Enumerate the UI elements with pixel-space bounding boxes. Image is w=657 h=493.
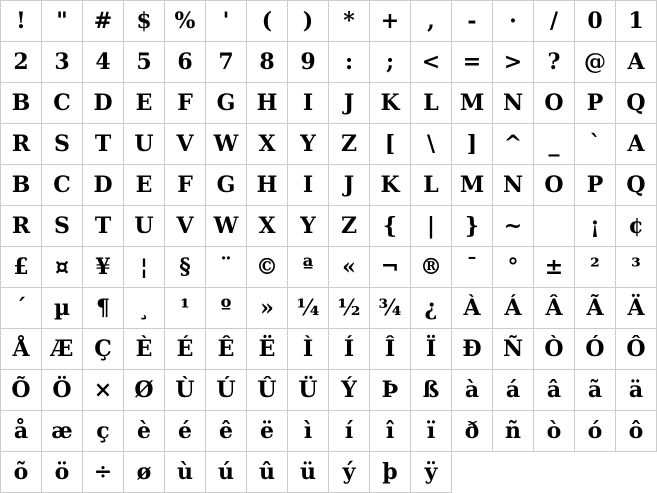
glyph-cell[interactable]: é <box>165 411 206 452</box>
glyph-cell[interactable]: ³ <box>616 247 657 288</box>
glyph-cell[interactable]: + <box>370 1 411 42</box>
glyph-cell <box>616 452 657 493</box>
glyph-cell[interactable]: º <box>206 288 247 329</box>
glyph-cell[interactable]: û <box>247 452 288 493</box>
glyph-cell[interactable]: ) <box>288 1 329 42</box>
glyph-row <box>1 165 657 206</box>
glyph-cell[interactable]: N <box>493 165 534 206</box>
glyph-cell[interactable]: î <box>370 411 411 452</box>
glyph-cell[interactable]: Ó <box>575 329 616 370</box>
glyph-cell[interactable]: ó <box>575 411 616 452</box>
glyph-cell[interactable]: G <box>206 165 247 206</box>
glyph-row <box>1 329 657 370</box>
glyph-cell[interactable]: N <box>493 83 534 124</box>
glyph-cell[interactable]: ¡ <box>575 206 616 247</box>
glyph-cell[interactable]: ÷ <box>83 452 124 493</box>
glyph-cell[interactable]: Õ <box>1 370 42 411</box>
glyph-cell[interactable]: Ú <box>206 370 247 411</box>
glyph-row <box>1 370 657 411</box>
glyph-cell[interactable]: P <box>575 83 616 124</box>
glyph-cell[interactable]: × <box>83 370 124 411</box>
glyph-cell[interactable]: L <box>411 83 452 124</box>
glyph-cell[interactable]: = <box>452 42 493 83</box>
glyph-cell[interactable]: © <box>247 247 288 288</box>
glyph-cell[interactable]: E <box>124 83 165 124</box>
glyph-cell[interactable]: B <box>1 165 42 206</box>
glyph-cell[interactable]: ¶ <box>83 288 124 329</box>
glyph-cell[interactable]: ü <box>288 452 329 493</box>
glyph-cell[interactable]: M <box>452 165 493 206</box>
glyph-cell[interactable]: 8 <box>247 42 288 83</box>
glyph-cell[interactable]: Ö <box>42 370 83 411</box>
glyph-cell[interactable]: 1 <box>616 1 657 42</box>
glyph-cell[interactable]: ® <box>411 247 452 288</box>
glyph-cell[interactable]: ¯ <box>452 247 493 288</box>
glyph-cell[interactable]: F <box>165 83 206 124</box>
glyph-cell[interactable]: Ô <box>616 329 657 370</box>
glyph-cell <box>452 452 493 493</box>
glyph-cell[interactable]: U <box>124 206 165 247</box>
glyph-cell[interactable]: J <box>329 165 370 206</box>
glyph-cell[interactable]: þ <box>370 452 411 493</box>
glyph-cell[interactable]: X <box>247 124 288 165</box>
glyph-cell[interactable]: æ <box>42 411 83 452</box>
glyph-cell[interactable]: > <box>493 42 534 83</box>
glyph-cell[interactable]: § <box>165 247 206 288</box>
glyph-cell[interactable]: H <box>247 165 288 206</box>
glyph-cell[interactable]: I <box>288 83 329 124</box>
glyph-cell[interactable]: \ <box>411 124 452 165</box>
glyph-cell[interactable]: Ø <box>124 370 165 411</box>
glyph-cell[interactable]: Ç <box>83 329 124 370</box>
glyph-cell[interactable]: Å <box>1 329 42 370</box>
glyph-cell[interactable]: U <box>124 124 165 165</box>
glyph-cell[interactable]: ê <box>206 411 247 452</box>
glyph-cell[interactable]: % <box>165 1 206 42</box>
glyph-cell[interactable]: È <box>124 329 165 370</box>
glyph-cell[interactable]: Æ <box>42 329 83 370</box>
glyph-cell[interactable]: ý <box>329 452 370 493</box>
glyph-cell[interactable]: í <box>329 411 370 452</box>
glyph-cell[interactable]: ø <box>124 452 165 493</box>
glyph-cell[interactable]: Y <box>288 124 329 165</box>
glyph-cell[interactable]: / <box>534 1 575 42</box>
glyph-cell[interactable]: Ò <box>534 329 575 370</box>
glyph-cell[interactable]: É <box>165 329 206 370</box>
glyph-cell[interactable]: ¨ <box>206 247 247 288</box>
glyph-cell[interactable]: ? <box>534 42 575 83</box>
glyph-cell[interactable]: â <box>534 370 575 411</box>
glyph-cell[interactable]: Y <box>288 206 329 247</box>
glyph-cell[interactable]: ± <box>534 247 575 288</box>
glyph-cell[interactable]: ^ <box>493 124 534 165</box>
glyph-cell[interactable]: 3 <box>42 42 83 83</box>
glyph-cell[interactable]: ´ <box>1 288 42 329</box>
glyph-cell[interactable] <box>534 206 575 247</box>
glyph-cell[interactable]: ~ <box>493 206 534 247</box>
glyph-row <box>1 411 657 452</box>
glyph-cell[interactable]: ë <box>247 411 288 452</box>
glyph-cell[interactable]: _ <box>534 124 575 165</box>
glyph-row <box>1 206 657 247</box>
glyph-cell[interactable]: ° <box>493 247 534 288</box>
glyph-cell[interactable]: K <box>370 83 411 124</box>
glyph-cell[interactable]: ` <box>575 124 616 165</box>
glyph-cell[interactable]: Ä <box>616 288 657 329</box>
glyph-cell[interactable]: ù <box>165 452 206 493</box>
glyph-cell[interactable]: ö <box>42 452 83 493</box>
glyph-cell[interactable]: - <box>452 1 493 42</box>
glyph-cell[interactable]: V <box>165 124 206 165</box>
glyph-row <box>1 83 657 124</box>
glyph-cell[interactable]: ¿ <box>411 288 452 329</box>
glyph-cell[interactable]: ÿ <box>411 452 452 493</box>
glyph-cell[interactable]: ¦ <box>124 247 165 288</box>
glyph-cell[interactable]: Ý <box>329 370 370 411</box>
glyph-cell[interactable]: 0 <box>575 1 616 42</box>
glyph-cell[interactable]: 9 <box>288 42 329 83</box>
glyph-cell[interactable]: G <box>206 83 247 124</box>
glyph-cell[interactable]: H <box>247 83 288 124</box>
glyph-cell[interactable]: O <box>534 83 575 124</box>
glyph-cell[interactable]: P <box>575 165 616 206</box>
glyph-cell[interactable]: ï <box>411 411 452 452</box>
glyph-cell[interactable]: < <box>411 42 452 83</box>
glyph-cell[interactable]: $ <box>124 1 165 42</box>
glyph-row <box>1 452 657 493</box>
glyph-cell[interactable]: Ù <box>165 370 206 411</box>
glyph-cell[interactable]: å <box>1 411 42 452</box>
glyph-cell[interactable]: * <box>329 1 370 42</box>
glyph-cell[interactable]: ã <box>575 370 616 411</box>
glyph-cell[interactable]: , <box>411 1 452 42</box>
glyph-cell[interactable]: ú <box>206 452 247 493</box>
glyph-cell[interactable]: « <box>329 247 370 288</box>
glyph-cell[interactable]: Î <box>370 329 411 370</box>
glyph-cell[interactable]: : <box>329 42 370 83</box>
glyph-cell[interactable]: ¹ <box>165 288 206 329</box>
glyph-cell[interactable]: ¸ <box>124 288 165 329</box>
glyph-row <box>1 124 657 165</box>
glyph-cell[interactable]: Z <box>329 124 370 165</box>
glyph-cell[interactable]: ! <box>1 1 42 42</box>
glyph-cell <box>575 452 616 493</box>
glyph-cell[interactable]: á <box>493 370 534 411</box>
glyph-cell[interactable]: T <box>83 124 124 165</box>
glyph-row <box>1 247 657 288</box>
glyph-cell[interactable]: À <box>452 288 493 329</box>
glyph-row <box>1 1 657 42</box>
glyph-cell[interactable]: ] <box>452 124 493 165</box>
glyph-cell[interactable]: ' <box>206 1 247 42</box>
glyph-cell[interactable]: C <box>42 83 83 124</box>
glyph-cell[interactable]: ½ <box>329 288 370 329</box>
glyph-cell[interactable]: Ï <box>411 329 452 370</box>
glyph-cell[interactable]: ô <box>616 411 657 452</box>
glyph-cell[interactable]: M <box>452 83 493 124</box>
glyph-cell[interactable]: ¢ <box>616 206 657 247</box>
glyph-cell[interactable]: J <box>329 83 370 124</box>
glyph-cell[interactable]: A <box>616 124 657 165</box>
glyph-cell[interactable]: à <box>452 370 493 411</box>
glyph-cell[interactable]: è <box>124 411 165 452</box>
glyph-cell[interactable]: S <box>42 124 83 165</box>
glyph-cell[interactable]: Á <box>493 288 534 329</box>
glyph-cell[interactable]: ² <box>575 247 616 288</box>
glyph-cell[interactable]: » <box>247 288 288 329</box>
glyph-cell[interactable]: [ <box>370 124 411 165</box>
glyph-cell[interactable]: ì <box>288 411 329 452</box>
glyph-grid-body <box>1 1 657 493</box>
glyph-cell[interactable]: S <box>42 206 83 247</box>
glyph-cell[interactable]: ß <box>411 370 452 411</box>
glyph-cell[interactable]: } <box>452 206 493 247</box>
glyph-cell[interactable]: 4 <box>83 42 124 83</box>
glyph-row <box>1 42 657 83</box>
glyph-cell[interactable]: Ð <box>452 329 493 370</box>
glyph-cell[interactable]: ¬ <box>370 247 411 288</box>
glyph-cell[interactable]: O <box>534 165 575 206</box>
glyph-cell[interactable]: Z <box>329 206 370 247</box>
glyph-cell[interactable]: X <box>247 206 288 247</box>
glyph-cell[interactable]: ¥ <box>83 247 124 288</box>
glyph-cell[interactable]: ä <box>616 370 657 411</box>
glyph-cell[interactable]: A <box>616 42 657 83</box>
glyph-cell[interactable]: 5 <box>124 42 165 83</box>
glyph-cell[interactable]: T <box>83 206 124 247</box>
glyph-cell[interactable]: µ <box>42 288 83 329</box>
glyph-cell[interactable]: Û <box>247 370 288 411</box>
glyph-row <box>1 288 657 329</box>
glyph-cell[interactable]: Ü <box>288 370 329 411</box>
glyph-cell[interactable]: C <box>42 165 83 206</box>
glyph-cell[interactable]: £ <box>1 247 42 288</box>
glyph-cell[interactable]: Â <box>534 288 575 329</box>
glyph-cell[interactable]: ç <box>83 411 124 452</box>
glyph-cell[interactable]: K <box>370 165 411 206</box>
glyph-cell[interactable]: B <box>1 83 42 124</box>
glyph-cell[interactable]: ñ <box>493 411 534 452</box>
glyph-cell[interactable]: @ <box>575 42 616 83</box>
glyph-cell <box>534 452 575 493</box>
glyph-cell[interactable]: ¤ <box>42 247 83 288</box>
glyph-cell[interactable]: Ë <box>247 329 288 370</box>
glyph-cell[interactable]: ¾ <box>370 288 411 329</box>
glyph-cell[interactable]: ð <box>452 411 493 452</box>
glyph-cell[interactable]: D <box>83 165 124 206</box>
glyph-cell[interactable]: õ <box>1 452 42 493</box>
glyph-cell[interactable]: Ñ <box>493 329 534 370</box>
glyph-cell[interactable]: L <box>411 165 452 206</box>
glyph-cell[interactable]: E <box>124 165 165 206</box>
glyph-cell[interactable]: 6 <box>165 42 206 83</box>
glyph-cell[interactable]: | <box>411 206 452 247</box>
glyph-cell[interactable]: # <box>83 1 124 42</box>
glyph-cell[interactable]: ò <box>534 411 575 452</box>
glyph-cell[interactable]: Í <box>329 329 370 370</box>
glyph-cell[interactable]: Ì <box>288 329 329 370</box>
glyph-cell[interactable]: Ã <box>575 288 616 329</box>
glyph-cell[interactable]: R <box>1 206 42 247</box>
glyph-cell[interactable]: " <box>42 1 83 42</box>
glyph-cell[interactable]: F <box>165 165 206 206</box>
glyph-cell[interactable]: ( <box>247 1 288 42</box>
glyph-cell[interactable]: W <box>206 124 247 165</box>
glyph-cell[interactable]: ; <box>370 42 411 83</box>
glyph-cell[interactable]: V <box>165 206 206 247</box>
glyph-cell[interactable]: Ê <box>206 329 247 370</box>
glyph-cell[interactable]: 7 <box>206 42 247 83</box>
glyph-cell[interactable]: W <box>206 206 247 247</box>
glyph-cell[interactable]: 2 <box>1 42 42 83</box>
glyph-cell <box>493 452 534 493</box>
glyph-cell[interactable]: D <box>83 83 124 124</box>
glyph-cell[interactable]: Q <box>616 165 657 206</box>
glyph-cell[interactable]: ª <box>288 247 329 288</box>
glyph-cell[interactable]: { <box>370 206 411 247</box>
glyph-cell[interactable]: Q <box>616 83 657 124</box>
glyph-cell[interactable]: ¼ <box>288 288 329 329</box>
glyph-cell[interactable]: Þ <box>370 370 411 411</box>
glyph-cell[interactable]: R <box>1 124 42 165</box>
glyph-cell[interactable]: I <box>288 165 329 206</box>
glyph-cell[interactable]: · <box>493 1 534 42</box>
